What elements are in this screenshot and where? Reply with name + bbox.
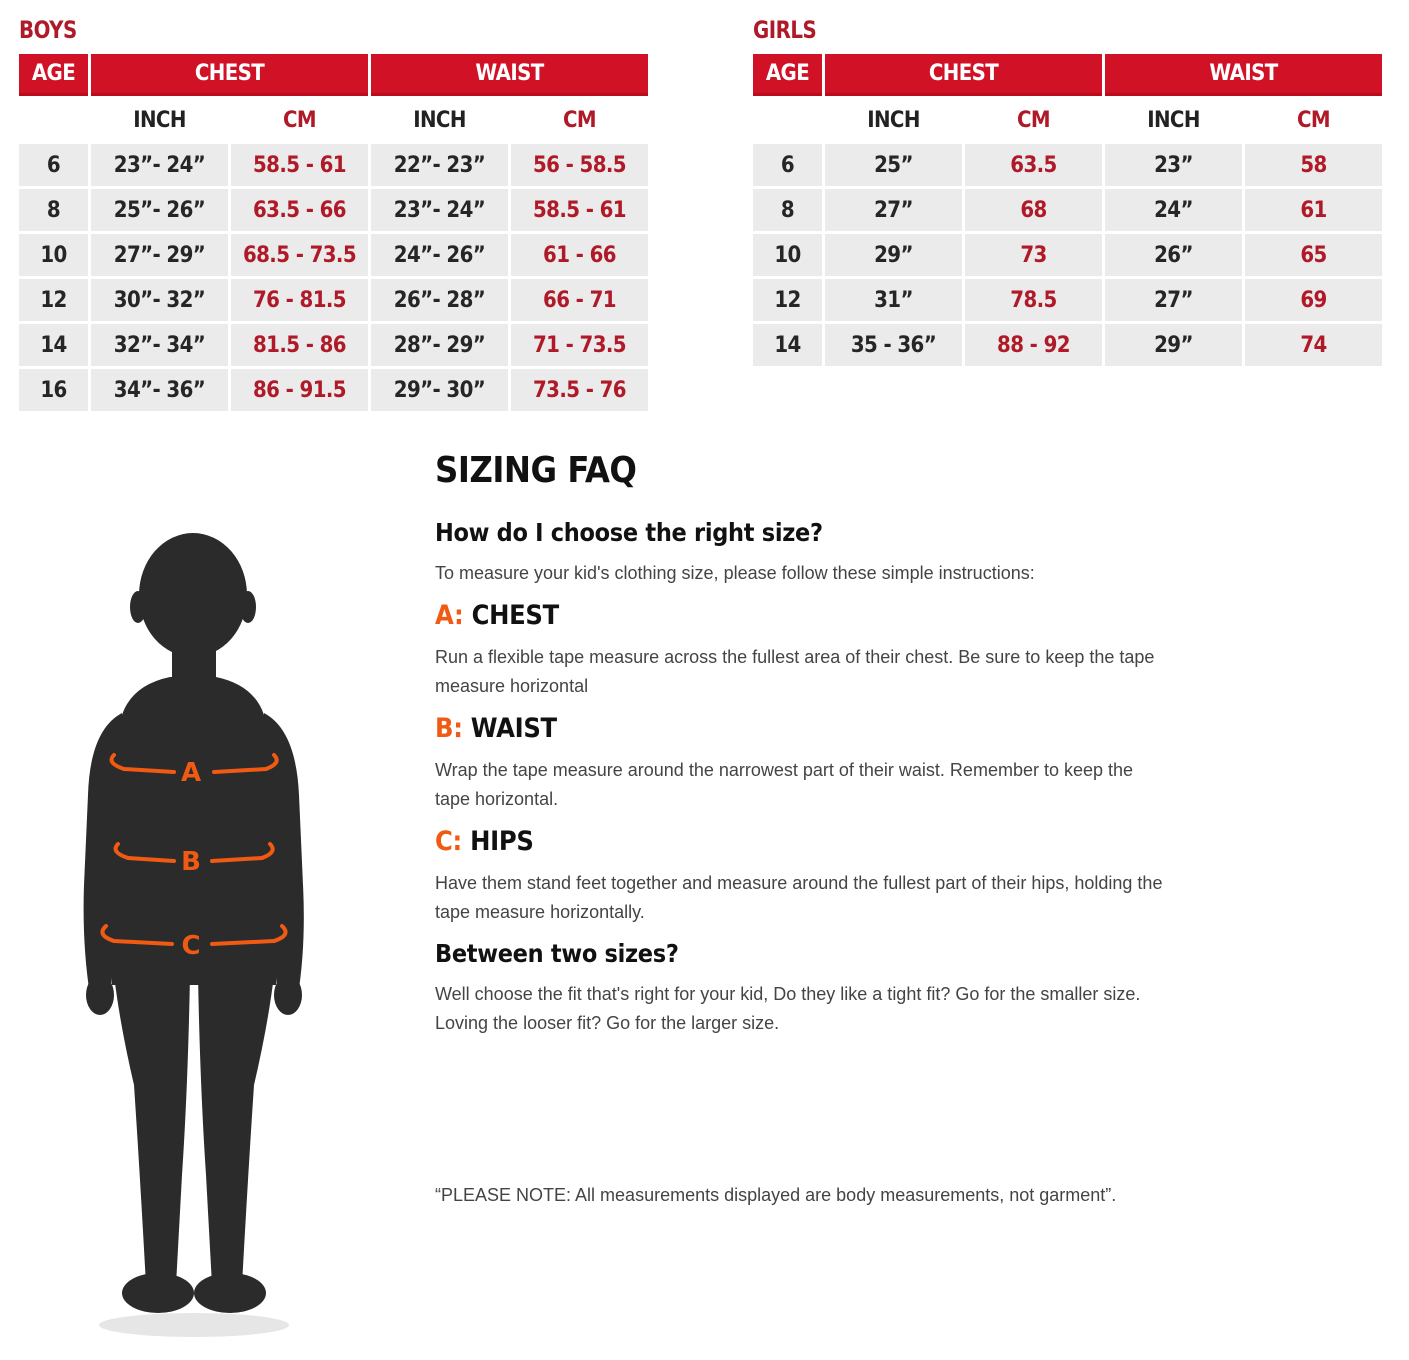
waist-cm-cell: 69 xyxy=(1245,279,1382,321)
chest-cm-cell: 73 xyxy=(965,234,1102,276)
boys-size-chart xyxy=(19,14,651,414)
chest-inch-cell: 34”- 36” xyxy=(91,369,228,411)
chest-cm-cell: 86 - 91.5 xyxy=(231,369,368,411)
age-cell: 8 xyxy=(753,189,822,231)
faq-waist-heading xyxy=(435,711,1195,747)
age-header: AGE xyxy=(753,54,822,96)
chest-letter: A: xyxy=(435,600,464,631)
waist-inch-cell: 29” xyxy=(1105,324,1242,366)
chest-cm-cell: 68.5 - 73.5 xyxy=(231,234,368,276)
chest-inch-subheader: INCH xyxy=(91,99,228,141)
waist-header: WAIST xyxy=(371,54,648,96)
waist-inch-cell: 24”- 26” xyxy=(371,234,508,276)
waist-cm-cell: 61 - 66 xyxy=(511,234,648,276)
chest-cm-cell: 88 - 92 xyxy=(965,324,1102,366)
chest-inch-cell: 23”- 24” xyxy=(91,144,228,186)
chest-cm-cell: 63.5 xyxy=(965,144,1102,186)
age-cell: 12 xyxy=(19,279,88,321)
waist-cm-subheader: CM xyxy=(1245,99,1382,141)
faq-question-choose-size: How do I choose the right size? xyxy=(435,518,823,547)
faq-hips-heading xyxy=(435,824,1195,860)
waist-cm-cell: 65 xyxy=(1245,234,1382,276)
waist-inch-cell: 23”- 24” xyxy=(371,189,508,231)
girls-title: GIRLS xyxy=(753,17,817,45)
boys-title: BOYS xyxy=(19,17,77,45)
waist-inch-subheader: INCH xyxy=(371,99,508,141)
waist-cm-cell: 61 xyxy=(1245,189,1382,231)
faq-waist-text: Wrap the tape measure around the narrowest part of their waist. Remember to keep the tape horizontal. xyxy=(435,760,1134,809)
table-row xyxy=(753,144,1382,186)
waist-inch-cell: 22”- 23” xyxy=(371,144,508,186)
chest-inch-cell: 25” xyxy=(825,144,962,186)
table-row xyxy=(19,279,648,321)
age-cell: 14 xyxy=(19,324,88,366)
tape-label-a: A xyxy=(180,758,202,788)
faq-title: SIZING FAQ xyxy=(435,450,637,491)
waist-cm-cell: 56 - 58.5 xyxy=(511,144,648,186)
boys-size-table xyxy=(16,51,651,414)
chest-header: CHEST xyxy=(91,54,368,96)
chest-inch-cell: 30”- 32” xyxy=(91,279,228,321)
faq-hips-text: Have them stand feet together and measure around the fullest part of their hips, holding the tape measure horizontally. xyxy=(435,873,1163,922)
waist-cm-cell: 71 - 73.5 xyxy=(511,324,648,366)
age-subheader-blank xyxy=(19,99,88,141)
table-row xyxy=(753,324,1382,366)
waist-cm-cell: 73.5 - 76 xyxy=(511,369,648,411)
chest-header: CHEST xyxy=(825,54,1102,96)
table-row xyxy=(19,369,648,411)
child-measurement-figure xyxy=(70,525,320,1355)
age-cell: 8 xyxy=(19,189,88,231)
age-subheader-blank xyxy=(753,99,822,141)
waist-inch-cell: 26”- 28” xyxy=(371,279,508,321)
waist-inch-cell: 23” xyxy=(1105,144,1242,186)
faq-intro-text: To measure your kid's clothing size, please follow these simple instructions: xyxy=(435,563,1035,583)
sizing-faq xyxy=(435,448,1195,1038)
age-cell: 6 xyxy=(753,144,822,186)
faq-chest-heading xyxy=(435,598,1195,634)
waist-inch-cell: 27” xyxy=(1105,279,1242,321)
faq-chest-text: Run a flexible tape measure across the fullest area of their chest. Be sure to keep the tape measure horizontal xyxy=(435,647,1155,696)
waist-cm-cell: 66 - 71 xyxy=(511,279,648,321)
girls-size-table xyxy=(750,51,1385,369)
table-row xyxy=(19,324,648,366)
table-row xyxy=(19,144,648,186)
chest-inch-cell: 35 - 36” xyxy=(825,324,962,366)
chest-inch-cell: 27”- 29” xyxy=(91,234,228,276)
waist-cm-cell: 58.5 - 61 xyxy=(511,189,648,231)
child-silhouette-icon xyxy=(70,525,320,1355)
age-cell: 14 xyxy=(753,324,822,366)
waist-inch-cell: 29”- 30” xyxy=(371,369,508,411)
tape-label-b: B xyxy=(181,847,201,877)
chest-cm-cell: 81.5 - 86 xyxy=(231,324,368,366)
chest-inch-cell: 25”- 26” xyxy=(91,189,228,231)
girls-size-chart xyxy=(753,14,1385,369)
tape-label-c: C xyxy=(181,931,201,961)
chest-cm-cell: 58.5 - 61 xyxy=(231,144,368,186)
waist-cm-subheader: CM xyxy=(511,99,648,141)
measurement-note: “PLEASE NOTE: All measurements displayed are body measurements, not garment”. xyxy=(435,1185,1117,1205)
chest-cm-cell: 63.5 - 66 xyxy=(231,189,368,231)
chest-inch-cell: 32”- 34” xyxy=(91,324,228,366)
hips-title: HIPS xyxy=(470,826,534,857)
age-cell: 6 xyxy=(19,144,88,186)
chest-cm-subheader: CM xyxy=(965,99,1102,141)
table-row xyxy=(753,279,1382,321)
chest-inch-cell: 27” xyxy=(825,189,962,231)
age-cell: 16 xyxy=(19,369,88,411)
table-row xyxy=(753,234,1382,276)
waist-letter: B: xyxy=(435,713,463,744)
faq-question-between-sizes: Between two sizes? xyxy=(435,939,679,968)
waist-cm-cell: 74 xyxy=(1245,324,1382,366)
chest-inch-subheader: INCH xyxy=(825,99,962,141)
table-row xyxy=(19,234,648,276)
chest-inch-cell: 31” xyxy=(825,279,962,321)
age-cell: 10 xyxy=(19,234,88,276)
waist-title: WAIST xyxy=(470,713,557,744)
chest-cm-subheader: CM xyxy=(231,99,368,141)
faq-between-text: Well choose the fit that's right for your kid, Do they like a tight fit? Go for the smaller size. Loving the looser fit? Go for the larger size. xyxy=(435,984,1141,1033)
body-silhouette xyxy=(84,533,304,1313)
ground-shadow xyxy=(99,1313,289,1337)
chest-cm-cell: 68 xyxy=(965,189,1102,231)
chest-title: CHEST xyxy=(471,600,559,631)
chest-inch-cell: 29” xyxy=(825,234,962,276)
waist-inch-subheader: INCH xyxy=(1105,99,1242,141)
waist-header: WAIST xyxy=(1105,54,1382,96)
age-cell: 12 xyxy=(753,279,822,321)
waist-cm-cell: 58 xyxy=(1245,144,1382,186)
table-row xyxy=(19,189,648,231)
waist-inch-cell: 26” xyxy=(1105,234,1242,276)
waist-inch-cell: 24” xyxy=(1105,189,1242,231)
chest-cm-cell: 76 - 81.5 xyxy=(231,279,368,321)
age-header: AGE xyxy=(19,54,88,96)
chest-cm-cell: 78.5 xyxy=(965,279,1102,321)
hips-letter: C: xyxy=(435,826,462,857)
age-cell: 10 xyxy=(753,234,822,276)
waist-inch-cell: 28”- 29” xyxy=(371,324,508,366)
table-row xyxy=(753,189,1382,231)
